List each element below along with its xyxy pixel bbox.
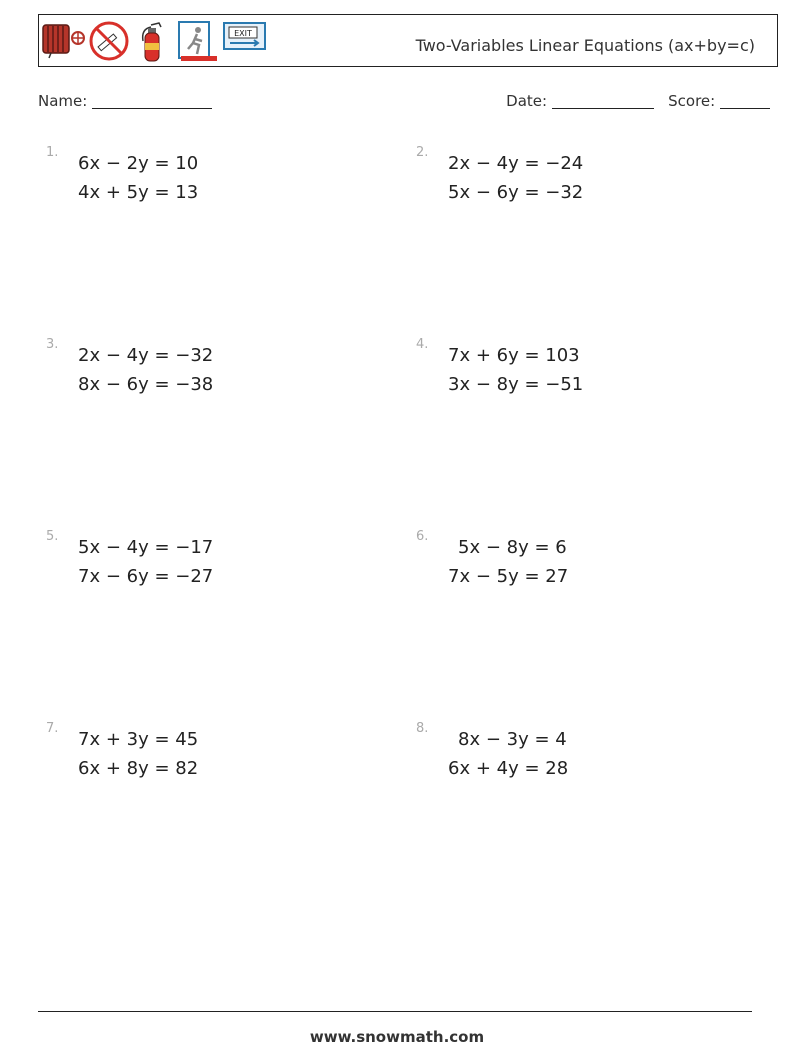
footer-website[interactable]: www.snowmath.com [309, 1028, 485, 1046]
exit-sign-icon [223, 19, 267, 51]
problem-number: 4. [416, 337, 429, 352]
problem-2 [416, 145, 716, 225]
equation-2: 6x + 4y = 28 [448, 758, 569, 779]
exit-sign-text: EXIT [234, 29, 252, 38]
worksheet-title: Two-Variables Linear Equations (ax+by=c) [415, 36, 755, 55]
equation-2: 4x + 5y = 13 [78, 182, 199, 203]
equation-1: 8x − 3y = 4 [458, 729, 567, 750]
score-label: Score: [668, 92, 716, 110]
fire-hose-reel-icon [41, 19, 87, 59]
footer-divider [38, 1011, 752, 1012]
equation-2: 6x + 8y = 82 [78, 758, 199, 779]
name-blank[interactable] [92, 94, 212, 109]
problem-number: 3. [46, 337, 59, 352]
equation-1: 7x + 3y = 45 [78, 729, 199, 750]
problem-6 [416, 529, 716, 609]
problem-4 [416, 337, 716, 417]
problem-1 [46, 145, 346, 225]
equation-1: 7x + 6y = 103 [448, 345, 580, 366]
problem-number: 2. [416, 145, 429, 160]
date-score-fields [506, 92, 770, 110]
name-field [38, 92, 212, 110]
problem-number: 1. [46, 145, 59, 160]
equation-1: 2x − 4y = −24 [448, 153, 584, 174]
problem-number: 8. [416, 721, 429, 736]
problem-7 [46, 721, 346, 801]
header-box [38, 14, 778, 67]
problem-8 [416, 721, 716, 801]
equation-1: 6x − 2y = 10 [78, 153, 199, 174]
equation-2: 5x − 6y = −32 [448, 182, 584, 203]
date-blank[interactable] [552, 94, 654, 109]
equation-1: 5x − 4y = −17 [78, 537, 214, 558]
equation-2: 7x − 5y = 27 [448, 566, 569, 587]
equation-2: 8x − 6y = −38 [78, 374, 214, 395]
equation-1: 2x − 4y = −32 [78, 345, 214, 366]
no-smoking-icon [87, 19, 131, 63]
score-blank[interactable] [720, 94, 770, 109]
emergency-exit-person-icon [177, 19, 219, 63]
problem-number: 5. [46, 529, 59, 544]
problem-5 [46, 529, 346, 609]
name-label: Name: [38, 92, 88, 110]
equation-1: 5x − 8y = 6 [458, 537, 567, 558]
problem-number: 7. [46, 721, 59, 736]
fire-extinguisher-icon [137, 19, 171, 63]
equation-2: 7x − 6y = −27 [78, 566, 214, 587]
equation-2: 3x − 8y = −51 [448, 374, 584, 395]
problem-number: 6. [416, 529, 429, 544]
problem-3 [46, 337, 346, 417]
date-label: Date: [506, 92, 548, 110]
